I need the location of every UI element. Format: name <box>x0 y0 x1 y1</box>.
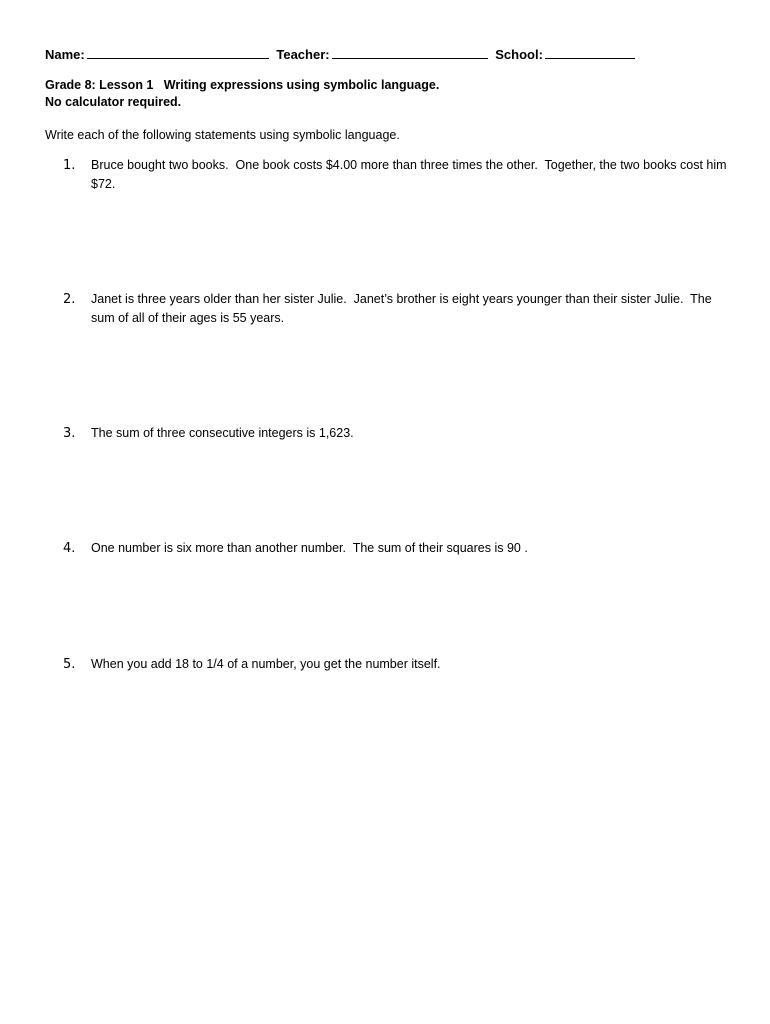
problem-text: Bruce bought two books. One book costs $4.00 more than three times the other. Together, the two books cost him $72. <box>91 158 731 191</box>
problem-number: 4. <box>63 541 76 556</box>
problem-text: When you add 18 to 1/4 of a number, you get the number itself. <box>91 657 441 671</box>
lesson-title <box>45 77 439 111</box>
problem-number: 2. <box>63 292 76 307</box>
problem-text: Janet is three years older than her sister Julie. Janet’s brother is eight years younger than their sister Julie. The sum of all of their ages is 55 years. <box>91 292 716 325</box>
problem-item <box>63 539 728 558</box>
school-blank-line[interactable] <box>545 47 635 59</box>
school-label: School: <box>495 47 543 62</box>
instructions-text: Write each of the following statements using symbolic language. <box>45 128 400 142</box>
teacher-blank-line[interactable] <box>332 47 488 59</box>
problem-item <box>63 156 731 194</box>
name-blank-line[interactable] <box>87 47 269 59</box>
problem-number: 5. <box>63 657 76 672</box>
problem-text: One number is six more than another number. The sum of their squares is 90 . <box>91 541 528 555</box>
problem-number: 1. <box>63 158 76 173</box>
lesson-title-line-2: No calculator required. <box>45 95 182 109</box>
problem-item <box>63 424 728 443</box>
problem-item <box>63 290 728 328</box>
problem-text: The sum of three consecutive integers is 1,623. <box>91 426 354 440</box>
teacher-label: Teacher: <box>276 47 330 62</box>
name-label: Name: <box>45 47 85 62</box>
student-info-header <box>45 47 735 62</box>
problem-number: 3. <box>63 426 76 441</box>
lesson-title-line-1: Grade 8: Lesson 1 Writing expressions using symbolic language. <box>45 78 440 92</box>
problem-item <box>63 655 728 674</box>
